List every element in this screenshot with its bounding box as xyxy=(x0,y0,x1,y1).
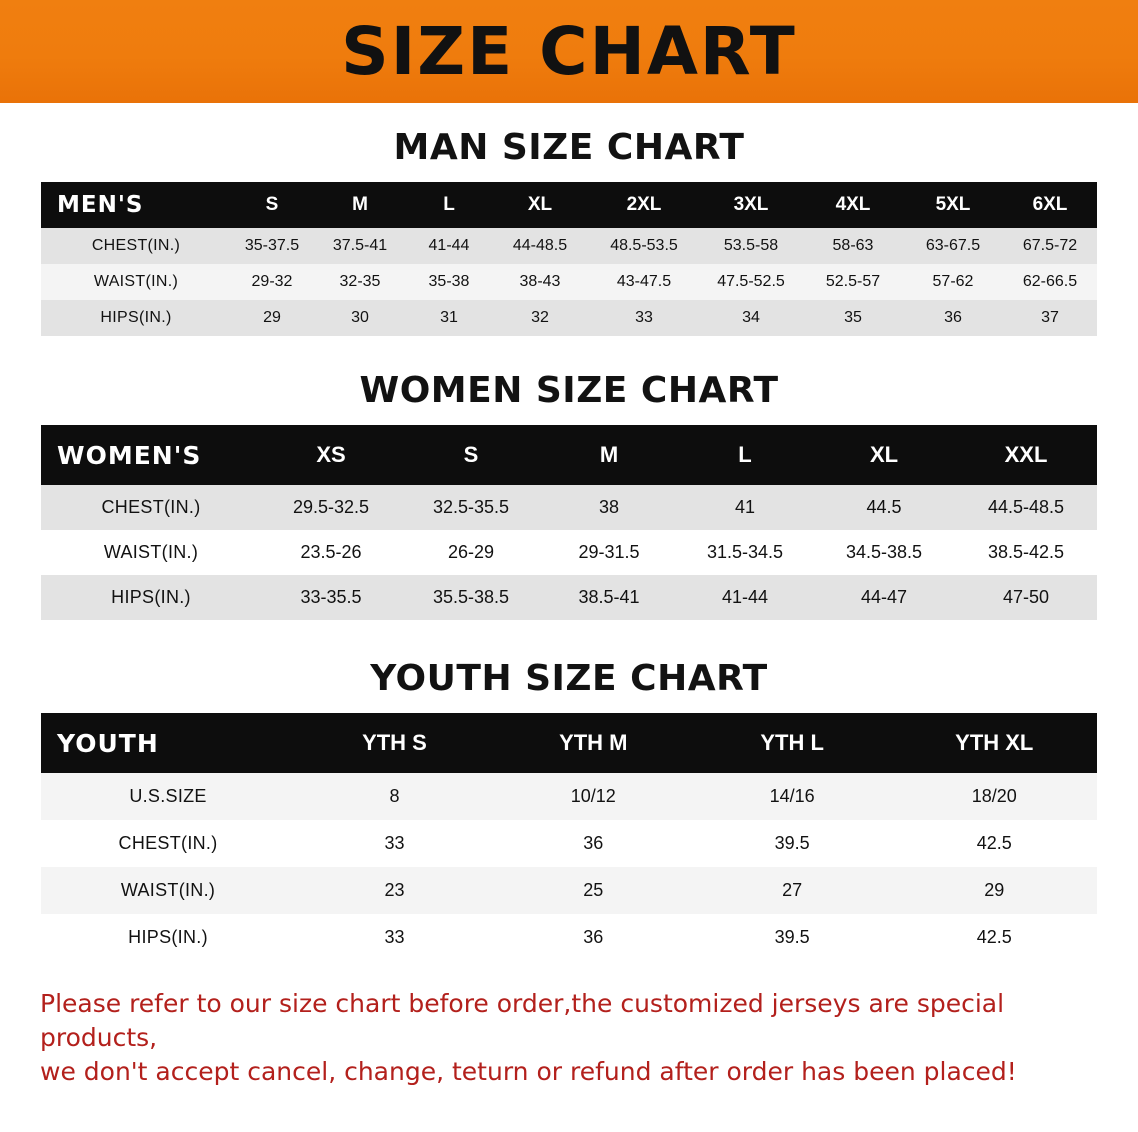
table-row xyxy=(41,485,1097,530)
women-cell-hips-1: 35.5-38.5 xyxy=(401,575,541,620)
man-col-3: XL xyxy=(527,194,553,215)
women-corner-label: WOMEN'S xyxy=(57,440,202,470)
youth-col-1: YTH M xyxy=(559,730,628,755)
youth-cell-chest-0: 33 xyxy=(295,820,494,867)
man-cell-waist-4: 43-47.5 xyxy=(589,264,699,300)
youth-cell-waist-1: 25 xyxy=(494,867,693,914)
man-cell-waist-0: 29-32 xyxy=(231,264,313,300)
man-cell-waist-3: 38-43 xyxy=(491,264,589,300)
man-cell-hips-0: 29 xyxy=(231,300,313,336)
women-col-1: S xyxy=(463,442,479,467)
women-cell-hips-5: 47-50 xyxy=(955,575,1097,620)
youth-cell-hips-2: 39.5 xyxy=(693,914,892,961)
table-row xyxy=(41,530,1097,575)
women-cell-waist-0: 23.5-26 xyxy=(261,530,401,575)
women-cell-hips-2: 38.5-41 xyxy=(541,575,677,620)
man-section-heading: MAN SIZE CHART xyxy=(393,127,745,168)
page-title: SIZE CHART xyxy=(341,12,797,90)
youth-cell-hips-3: 42.5 xyxy=(892,914,1097,961)
table-row xyxy=(41,300,1097,336)
women-size-table xyxy=(41,425,1097,620)
table-row xyxy=(41,867,1097,914)
man-cell-chest-4: 48.5-53.5 xyxy=(589,228,699,264)
women-cell-chest-1: 32.5-35.5 xyxy=(401,485,541,530)
women-cell-chest-0: 29.5-32.5 xyxy=(261,485,401,530)
man-cell-chest-7: 63-67.5 xyxy=(903,228,1003,264)
man-cell-waist-6: 52.5-57 xyxy=(803,264,903,300)
youth-cell-chest-3: 42.5 xyxy=(892,820,1097,867)
youth-corner-label: YOUTH xyxy=(57,728,159,758)
youth-section-heading: YOUTH SIZE CHART xyxy=(370,658,768,699)
man-cell-waist-2: 35-38 xyxy=(407,264,491,300)
man-row-label-waist: WAIST(IN.) xyxy=(41,264,231,300)
women-col-5: XXL xyxy=(1004,442,1048,467)
man-cell-hips-8: 37 xyxy=(1003,300,1097,336)
note-line-2: we don't accept cancel, change, teturn or refund after order has been placed! xyxy=(40,1056,1017,1086)
women-col-4: XL xyxy=(869,442,899,467)
page-banner xyxy=(0,0,1138,103)
man-col-1: M xyxy=(352,194,368,215)
women-cell-waist-5: 38.5-42.5 xyxy=(955,530,1097,575)
man-col-6: 4XL xyxy=(835,194,871,215)
man-cell-hips-5: 34 xyxy=(699,300,803,336)
youth-col-2: YTH L xyxy=(760,730,824,755)
youth-cell-hips-1: 36 xyxy=(494,914,693,961)
women-cell-chest-2: 38 xyxy=(541,485,677,530)
youth-col-3: YTH XL xyxy=(955,730,1034,755)
youth-cell-ussize-3: 18/20 xyxy=(892,773,1097,820)
man-size-table xyxy=(41,182,1097,336)
youth-size-table xyxy=(41,713,1097,961)
women-table-wrapper xyxy=(41,425,1097,620)
women-row-label-hips: HIPS(IN.) xyxy=(41,575,261,620)
man-cell-waist-5: 47.5-52.5 xyxy=(699,264,803,300)
youth-row-label-chest: CHEST(IN.) xyxy=(41,820,295,867)
women-cell-waist-1: 26-29 xyxy=(401,530,541,575)
women-cell-chest-5: 44.5-48.5 xyxy=(955,485,1097,530)
youth-cell-waist-3: 29 xyxy=(892,867,1097,914)
table-row xyxy=(41,228,1097,264)
youth-cell-hips-0: 33 xyxy=(295,914,494,961)
man-cell-chest-1: 37.5-41 xyxy=(313,228,407,264)
man-cell-chest-8: 67.5-72 xyxy=(1003,228,1097,264)
women-col-0: XS xyxy=(316,442,346,467)
youth-cell-chest-2: 39.5 xyxy=(693,820,892,867)
women-row-label-chest: CHEST(IN.) xyxy=(41,485,261,530)
man-cell-chest-0: 35-37.5 xyxy=(231,228,313,264)
youth-col-0: YTH S xyxy=(362,730,427,755)
man-cell-chest-3: 44-48.5 xyxy=(491,228,589,264)
man-cell-hips-1: 30 xyxy=(313,300,407,336)
women-col-2: M xyxy=(599,442,619,467)
youth-row-label-waist: WAIST(IN.) xyxy=(41,867,295,914)
man-cell-hips-2: 31 xyxy=(407,300,491,336)
return-policy-note xyxy=(40,987,1098,1088)
table-row xyxy=(41,264,1097,300)
women-cell-chest-4: 44.5 xyxy=(813,485,955,530)
man-cell-waist-7: 57-62 xyxy=(903,264,1003,300)
women-cell-waist-2: 29-31.5 xyxy=(541,530,677,575)
youth-cell-ussize-0: 8 xyxy=(295,773,494,820)
man-col-7: 5XL xyxy=(935,194,971,215)
youth-table-header-row xyxy=(41,713,1097,773)
man-col-4: 2XL xyxy=(626,194,662,215)
youth-cell-chest-1: 36 xyxy=(494,820,693,867)
women-cell-waist-3: 31.5-34.5 xyxy=(677,530,813,575)
note-line-1: Please refer to our size chart before order,the customized jerseys are special products, xyxy=(40,989,1005,1052)
man-row-label-chest: CHEST(IN.) xyxy=(41,228,231,264)
man-col-2: L xyxy=(443,194,455,215)
man-cell-waist-1: 32-35 xyxy=(313,264,407,300)
women-col-3: L xyxy=(738,442,752,467)
man-cell-chest-6: 58-63 xyxy=(803,228,903,264)
women-table-header-row xyxy=(41,425,1097,485)
women-cell-hips-3: 41-44 xyxy=(677,575,813,620)
man-col-8: 6XL xyxy=(1032,194,1068,215)
women-cell-waist-4: 34.5-38.5 xyxy=(813,530,955,575)
man-cell-waist-8: 62-66.5 xyxy=(1003,264,1097,300)
man-cell-chest-5: 53.5-58 xyxy=(699,228,803,264)
women-cell-chest-3: 41 xyxy=(677,485,813,530)
man-corner-label: MEN'S xyxy=(57,192,144,218)
youth-cell-ussize-1: 10/12 xyxy=(494,773,693,820)
youth-table-wrapper xyxy=(41,713,1097,961)
man-row-label-hips: HIPS(IN.) xyxy=(41,300,231,336)
man-cell-hips-6: 35 xyxy=(803,300,903,336)
table-row xyxy=(41,773,1097,820)
youth-row-label-hips: HIPS(IN.) xyxy=(41,914,295,961)
youth-cell-waist-0: 23 xyxy=(295,867,494,914)
women-cell-hips-0: 33-35.5 xyxy=(261,575,401,620)
women-cell-hips-4: 44-47 xyxy=(813,575,955,620)
man-cell-hips-3: 32 xyxy=(491,300,589,336)
man-cell-hips-4: 33 xyxy=(589,300,699,336)
youth-row-label-ussize: U.S.SIZE xyxy=(41,773,295,820)
table-row xyxy=(41,914,1097,961)
women-row-label-waist: WAIST(IN.) xyxy=(41,530,261,575)
man-table-wrapper xyxy=(41,182,1097,336)
man-col-5: 3XL xyxy=(733,194,769,215)
man-cell-chest-2: 41-44 xyxy=(407,228,491,264)
man-cell-hips-7: 36 xyxy=(903,300,1003,336)
man-col-0: S xyxy=(265,194,279,215)
women-section-heading: WOMEN SIZE CHART xyxy=(359,370,779,411)
youth-cell-ussize-2: 14/16 xyxy=(693,773,892,820)
table-row xyxy=(41,575,1097,620)
man-table-header-row xyxy=(41,182,1097,228)
youth-cell-waist-2: 27 xyxy=(693,867,892,914)
table-row xyxy=(41,820,1097,867)
